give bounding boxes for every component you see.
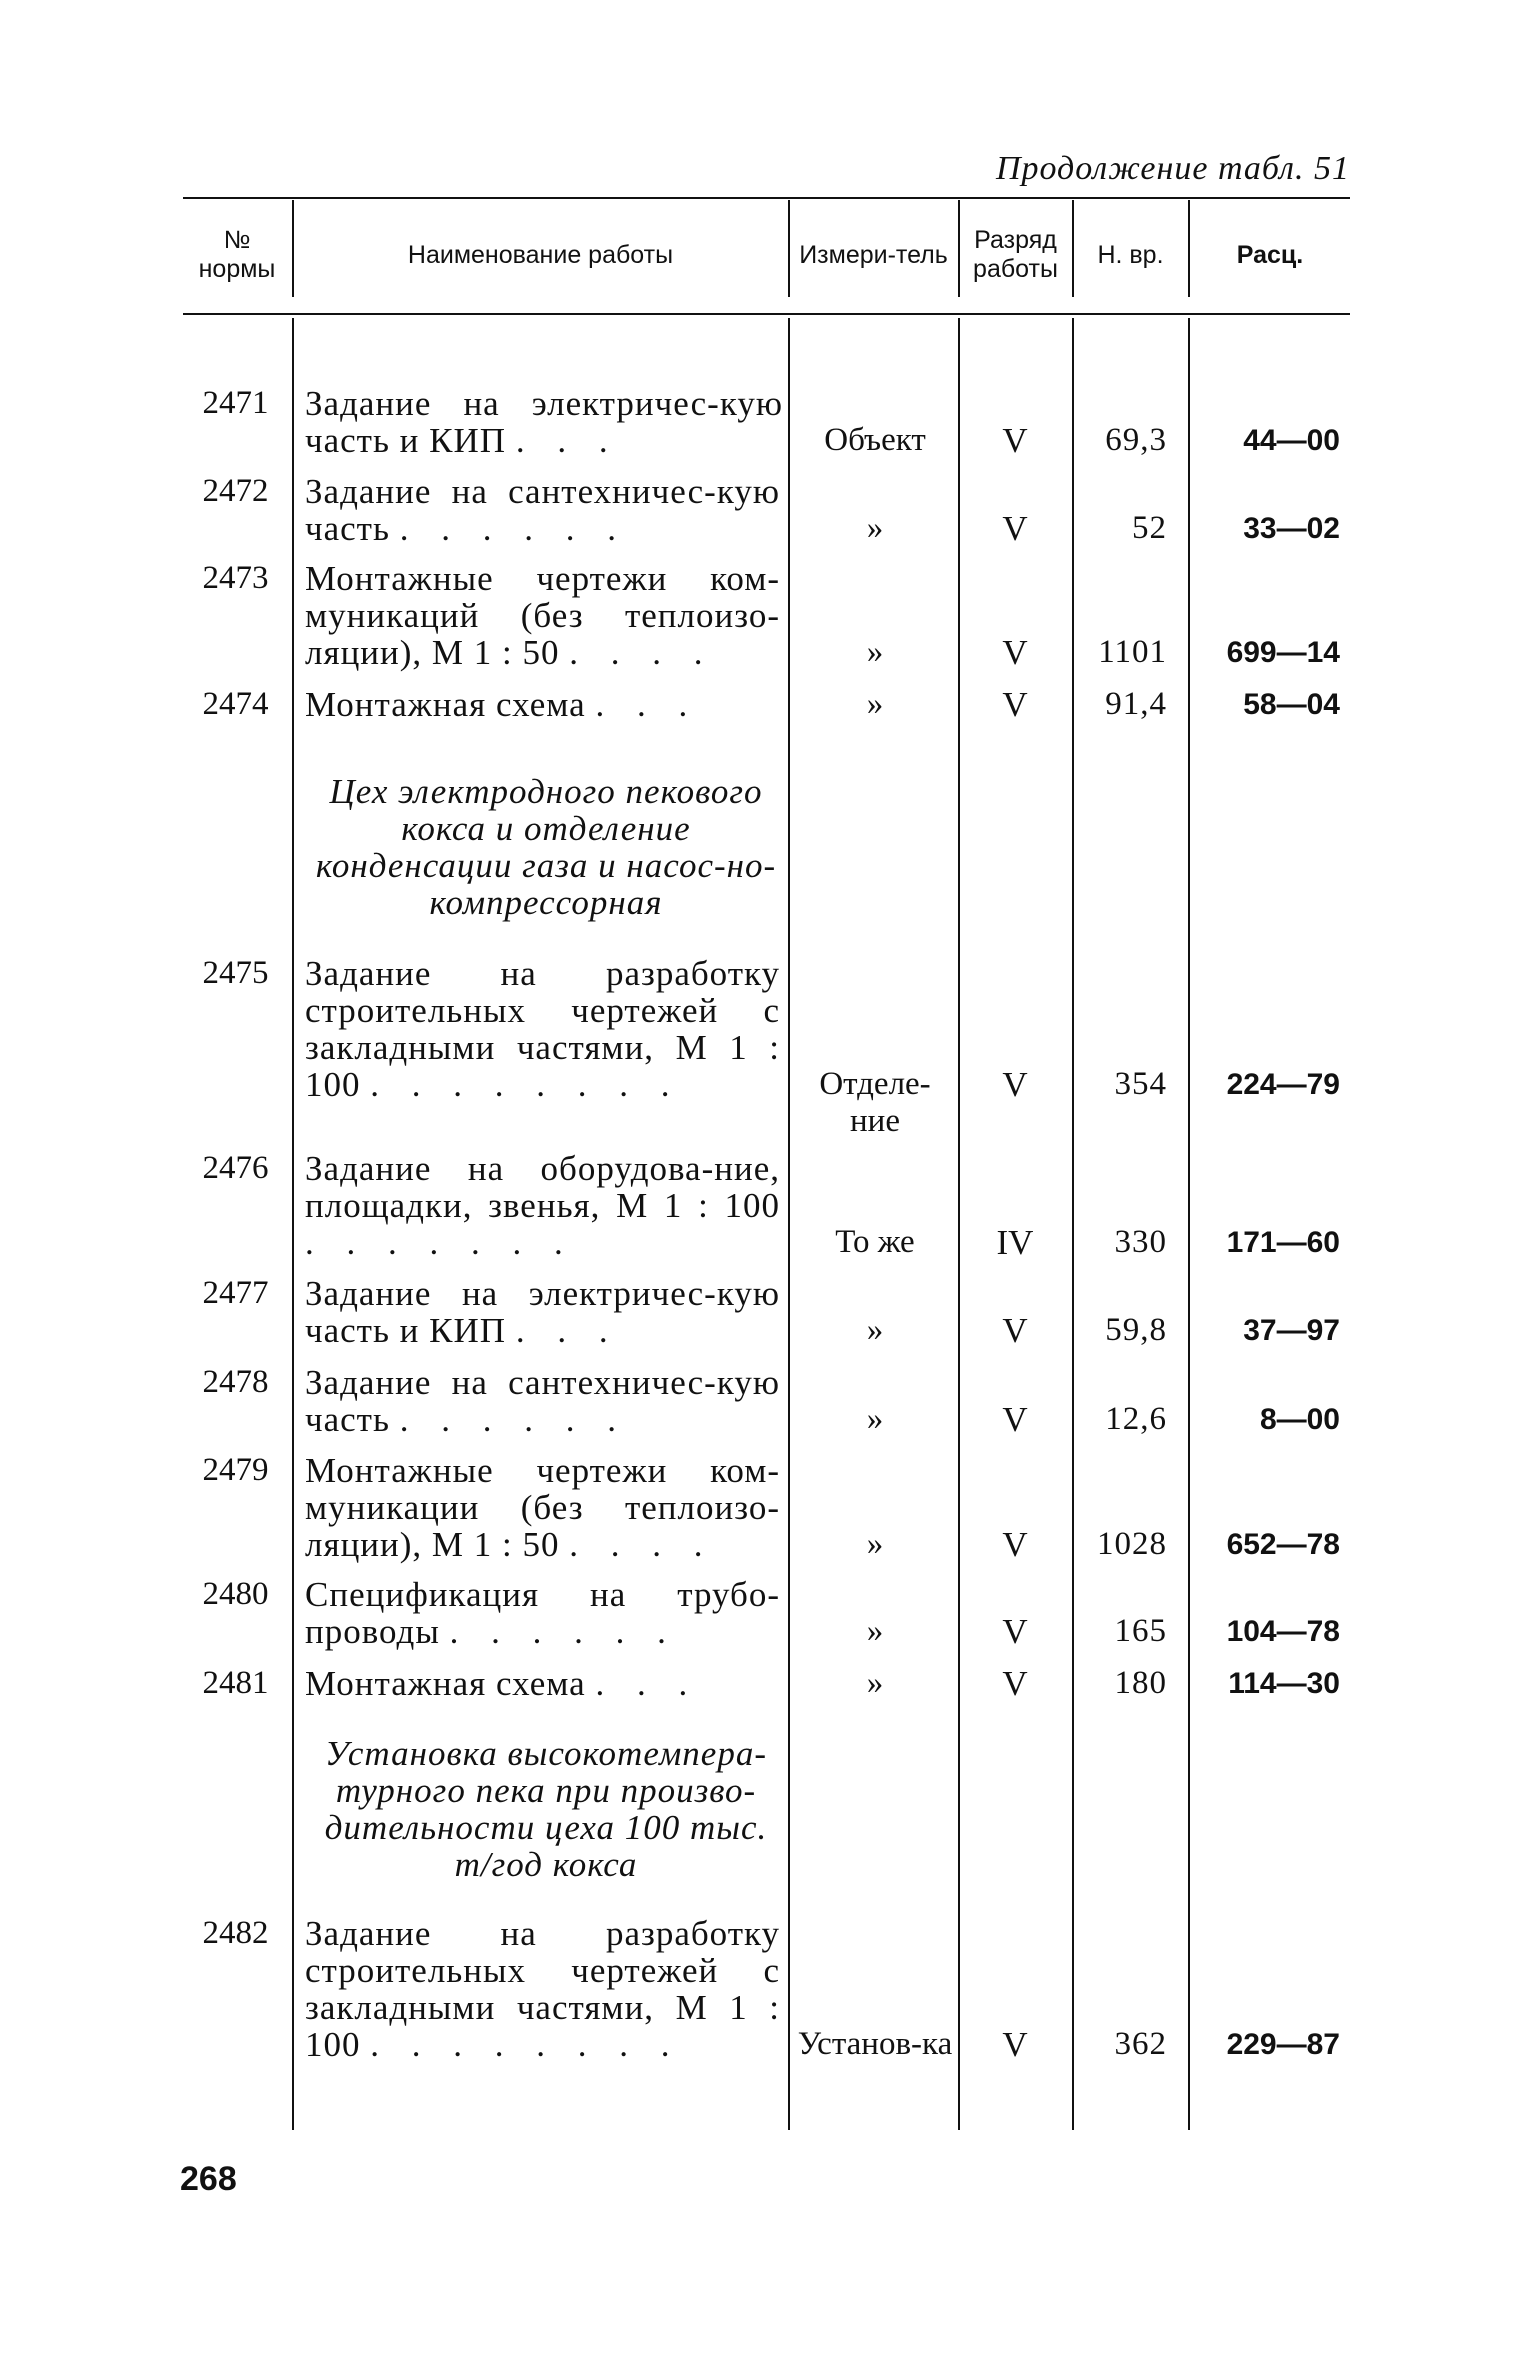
- norm-hours: 1101: [1098, 634, 1167, 670]
- rate-value: 114—30: [1228, 1667, 1340, 1700]
- table-continuation-caption: Продолжение табл. 51: [995, 150, 1350, 187]
- meter-unit: »: [866, 1401, 884, 1437]
- work-name: Задание на сантехничес-кую часть . . . . . .: [305, 472, 780, 548]
- norm-number: 2479: [202, 1452, 269, 1488]
- header-top-rule: [183, 197, 1350, 199]
- work-grade: V: [1002, 1525, 1028, 1564]
- norm-hours: 12,6: [1105, 1401, 1167, 1437]
- rate-value: 224—79: [1226, 1068, 1340, 1101]
- norm-number: 2474: [202, 686, 269, 722]
- meter-unit: »: [866, 1312, 884, 1348]
- work-grade: V: [1002, 1311, 1028, 1350]
- header-hours: Н. вр.: [1097, 240, 1164, 269]
- work-name: Спецификация на трубо-проводы . . . . . .: [305, 1575, 780, 1651]
- work-grade: V: [1002, 685, 1028, 724]
- rate-value: 652—78: [1226, 1528, 1340, 1561]
- work-name: Задание на разработку строительных чертежей с закладными частями, М 1 : 100 . . . . . . . .: [305, 1914, 780, 2064]
- header-work-name: Наименование работы: [407, 240, 674, 269]
- norm-hours: 1028: [1097, 1526, 1167, 1562]
- header-meter: Измери-тель: [799, 240, 948, 269]
- norm-number: 2472: [202, 473, 269, 509]
- col-divider-body-2: [788, 318, 790, 2130]
- header-grade: Разряд работы: [973, 226, 1058, 283]
- norm-number: 2478: [202, 1364, 269, 1400]
- norm-number: 2477: [202, 1275, 269, 1311]
- norm-hours: 362: [1114, 2026, 1167, 2062]
- norm-hours: 69,3: [1105, 422, 1167, 458]
- work-name: Задание на электричес-кую часть и КИП . . .: [305, 384, 783, 460]
- meter-unit: »: [866, 634, 884, 670]
- norm-number: 2471: [202, 385, 269, 421]
- meter-unit: »: [866, 686, 884, 722]
- rate-value: 44—00: [1243, 424, 1340, 457]
- work-grade: IV: [996, 1223, 1034, 1262]
- header-rate: Расц.: [1236, 240, 1304, 269]
- page-number: 268: [180, 2160, 237, 2198]
- rate-value: 171—60: [1226, 1226, 1340, 1259]
- meter-unit: »: [866, 1526, 884, 1562]
- section-heading-pitch-unit: Установка высокотемпера-турного пека при произво-дительности цеха 100 тыс. т/год кокса: [324, 1734, 768, 1884]
- work-grade: V: [1002, 509, 1028, 548]
- rate-value: 8—00: [1259, 1403, 1340, 1436]
- norm-hours: 330: [1114, 1224, 1167, 1260]
- norm-hours: 59,8: [1105, 1312, 1167, 1348]
- work-name: Монтажные чертежи ком-муникаций (без теплоизо-ляции), М 1 : 50 . . . .: [305, 559, 780, 672]
- rate-value: 104—78: [1226, 1615, 1340, 1648]
- work-grade: V: [1002, 2025, 1028, 2064]
- work-name: Задание на оборудова-ние, площадки, звенья, М 1 : 100 . . . . . . .: [305, 1149, 780, 1262]
- rate-value: 699—14: [1226, 636, 1340, 669]
- norm-hours: 165: [1114, 1613, 1167, 1649]
- work-grade: V: [1002, 1400, 1028, 1439]
- meter-unit: То же: [835, 1224, 915, 1260]
- norm-hours: 180: [1114, 1665, 1167, 1701]
- meter-unit: Установ-ка: [797, 2026, 953, 2062]
- rate-value: 229—87: [1226, 2028, 1340, 2061]
- work-name: Задание на сантехничес-кую часть . . . . . .: [305, 1363, 780, 1439]
- work-name: Монтажные чертежи ком-муникации (без теплоизо-ляции), М 1 : 50 . . . .: [305, 1451, 780, 1564]
- rate-value: 58—04: [1243, 688, 1340, 721]
- norm-number: 2482: [202, 1915, 269, 1951]
- work-grade: V: [1002, 1612, 1028, 1651]
- meter-unit: Объект: [824, 422, 926, 458]
- norm-number: 2481: [202, 1665, 269, 1701]
- header-bottom-rule: [183, 313, 1350, 315]
- work-grade: V: [1002, 1664, 1028, 1703]
- norm-number: 2473: [202, 560, 269, 596]
- work-name: Монтажная схема . . .: [305, 1664, 700, 1703]
- work-grade: V: [1002, 421, 1028, 460]
- norm-number: 2475: [202, 955, 269, 991]
- col-divider-body-1: [292, 318, 294, 2130]
- norm-number: 2476: [202, 1150, 269, 1186]
- norm-hours: 354: [1114, 1066, 1167, 1102]
- norm-hours: 52: [1132, 510, 1167, 546]
- norm-hours: 91,4: [1105, 686, 1167, 722]
- col-divider-body-4: [1072, 318, 1074, 2130]
- work-name: Задание на разработку строительных чертежей с закладными частями, М 1 : 100 . . . . . . . .: [305, 954, 780, 1104]
- meter-unit: »: [866, 510, 884, 546]
- meter-unit: »: [866, 1613, 884, 1649]
- header-norm-number: № нормы: [198, 226, 276, 283]
- work-name: Монтажная схема . . .: [305, 685, 700, 724]
- section-heading-coke-shop: Цех электродного пекового кокса и отделение конденсации газа и насос-но-компрессорная: [315, 772, 777, 922]
- rate-value: 37—97: [1243, 1314, 1340, 1347]
- work-grade: V: [1002, 1065, 1028, 1104]
- work-name: Задание на электричес-кую часть и КИП . . .: [305, 1274, 780, 1350]
- meter-unit: »: [866, 1665, 884, 1701]
- work-grade: V: [1002, 633, 1028, 672]
- meter-unit: Отделе-ние: [819, 1066, 931, 1139]
- norm-number: 2480: [202, 1576, 269, 1612]
- rate-value: 33—02: [1243, 512, 1340, 545]
